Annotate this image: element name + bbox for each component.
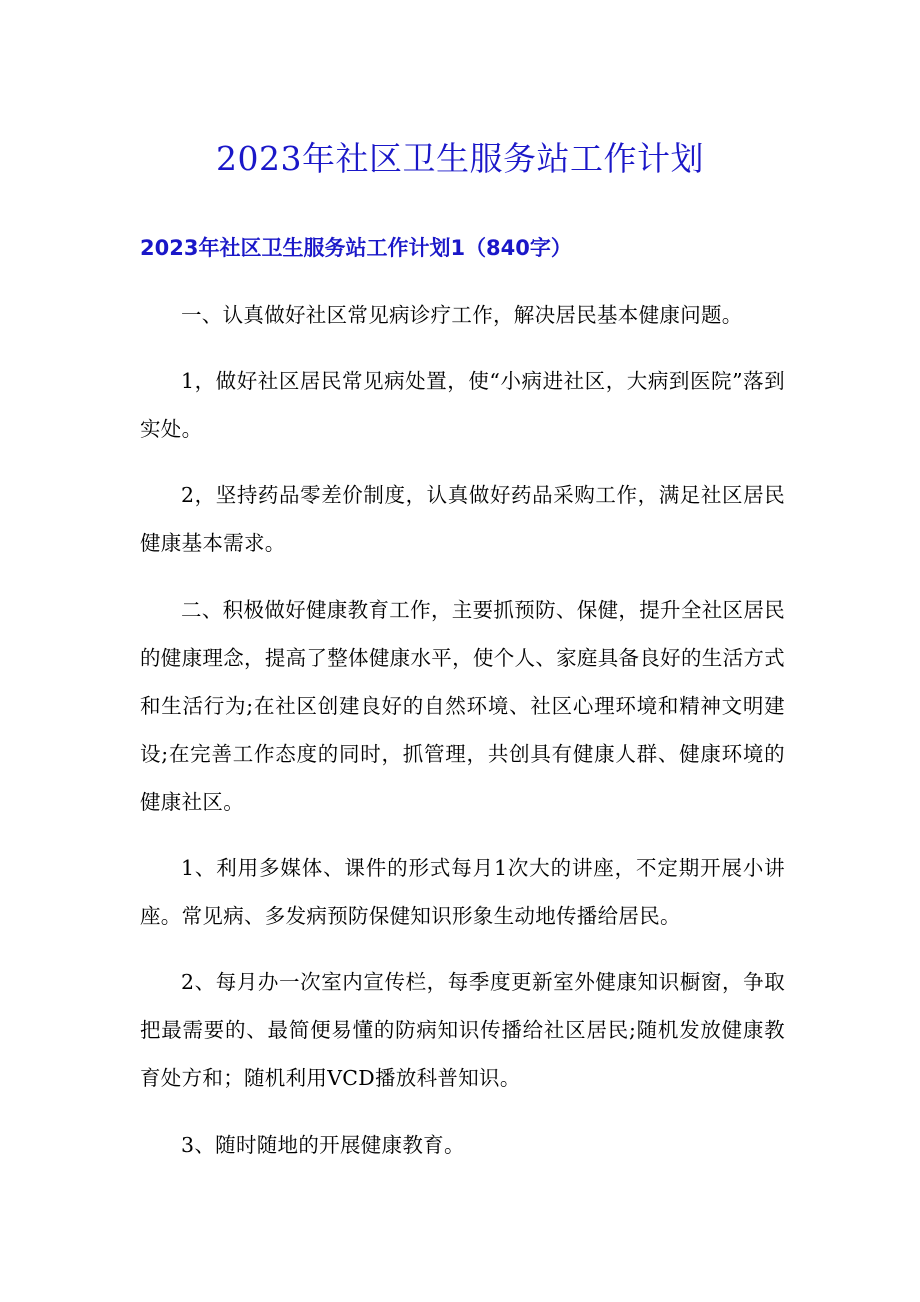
paragraph-1: 一、认真做好社区常见病诊疗工作，解决居民基本健康问题。 [181, 303, 743, 327]
document-title: 2023年社区卫生服务站工作计划 [216, 139, 704, 178]
paragraph-3: 2，坚持药品零差价制度，认真做好药品采购工作，满足社区居民健康基本需求。 [140, 483, 785, 555]
paragraph-7: 3、随时随地的开展健康教育。 [181, 1133, 465, 1157]
section-heading: 2023年社区卫生服务站工作计划1（840字） [140, 236, 572, 260]
paragraph-6: 2、每月办一次室内宣传栏，每季度更新室外健康知识橱窗，争取把最需要的、最简便易懂的防病知识传播给社区居民;随机发放健康教育处方和；随机利用VCD播放科普知识。 [140, 970, 785, 1090]
paragraph-5: 1、利用多媒体、课件的形式每月1次大的讲座，不定期开展小讲座。常见病、多发病预防保健知识形象生动地传播给居民。 [140, 856, 785, 928]
paragraph-4: 二、积极做好健康教育工作，主要抓预防、保健，提升全社区居民的健康理念，提高了整体健康水平，使个人、家庭具备良好的生活方式和生活行为;在社区创建良好的自然环境、社区心理环境和精神文明建设;在完善工作态度的同时，抓管理，共创具有健康人群、健康环境的健康社区。 [140, 598, 785, 814]
paragraph-2: 1，做好社区居民常见病处置，使“小病进社区，大病到医院”落到实处。 [140, 369, 785, 441]
